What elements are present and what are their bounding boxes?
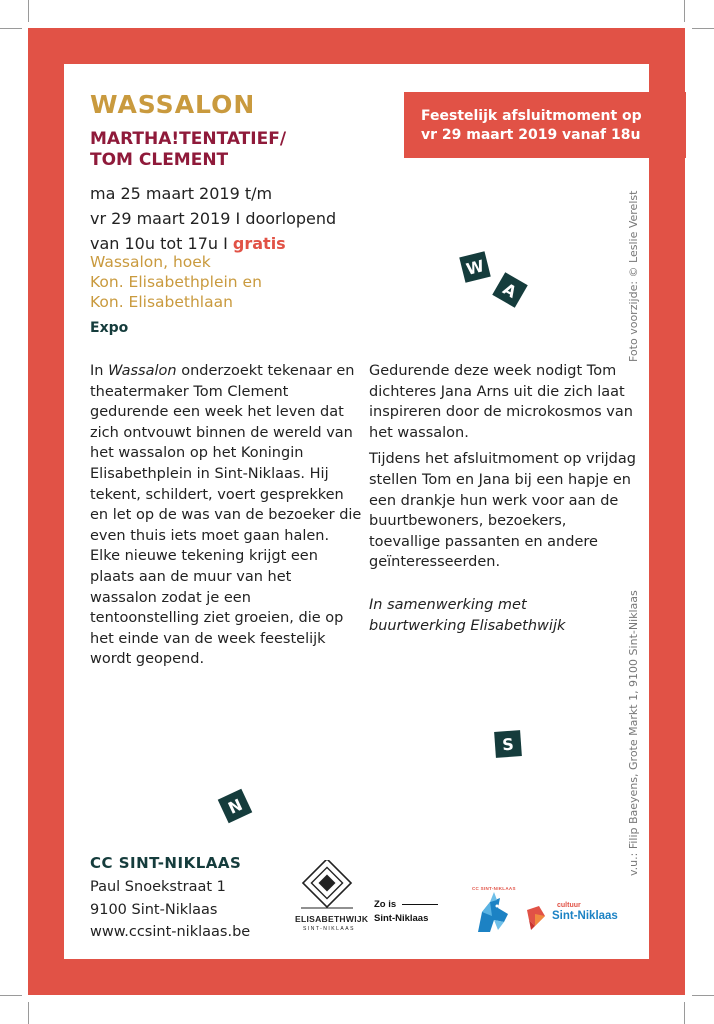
collab-line: buurtwerking Elisabethwijk (369, 617, 566, 634)
banner-line: vr 29 maart 2019 vanaf 18u (421, 127, 641, 143)
zois-line (402, 904, 438, 905)
letter-tile-w: W (459, 251, 491, 283)
location-line: Kon. Elisabethlaan (90, 293, 233, 311)
event-dates (90, 181, 336, 256)
date-line: ma 25 maart 2019 t/m (90, 184, 273, 203)
letter-tile-s: S (494, 730, 522, 758)
location-line: Wassalon, hoek (90, 253, 211, 271)
collaboration-note (369, 595, 641, 636)
cultuur-figure-icon (525, 904, 547, 930)
intro-paragraph (90, 361, 362, 670)
letter-tile-n: N (218, 789, 253, 824)
subtitle-line: MARTHA!TENTATIEF/ (90, 129, 287, 149)
crop-mark (684, 1002, 685, 1024)
price-label: gratis (232, 234, 286, 253)
venue-address (90, 876, 250, 944)
crop-mark (28, 0, 29, 22)
event-subtitle (90, 129, 286, 171)
location-line: Kon. Elisabethplein en (90, 273, 262, 291)
subtitle-line: TOM CLEMENT (90, 150, 229, 170)
photo-credit: Foto voorzijde: © Leslie Verelst (627, 190, 640, 362)
elisabethwijk-diamond-icon (297, 860, 357, 920)
intro-italic: Wassalon (108, 363, 177, 379)
event-title: WASSALON (90, 90, 256, 119)
closing-event-banner (404, 92, 686, 158)
intro-start: In (90, 363, 109, 379)
unicorn-icon (464, 888, 516, 938)
letter-tile-a: A (492, 272, 528, 308)
collab-line: In samenwerking met (369, 596, 527, 613)
cultuur-big: Sint-Niklaas (552, 910, 618, 922)
website-link[interactable]: www.ccsint-niklaas.be (90, 924, 251, 940)
banner-line: Feestelijk afsluitmoment op (421, 108, 642, 124)
body-text-right (369, 361, 641, 636)
elisabethwijk-sub: SINT-NIKLAAS (303, 926, 355, 932)
crop-mark (28, 1002, 29, 1024)
address-street: Paul Snoekstraat 1 (90, 879, 226, 895)
elisabethwijk-name: ELISABETHWIJK (295, 914, 369, 924)
elisabethwijk-logo (295, 860, 369, 940)
body-text-left (90, 361, 362, 670)
crop-mark (692, 995, 714, 996)
cc-arc-text: CC SINT-NIKLAAS (472, 886, 516, 891)
crop-mark (0, 28, 22, 29)
cultuur-small: cultuur (557, 902, 581, 909)
intro-rest: onderzoekt tekenaar en theatermaker Tom Clement gedurende een week het leven dat zich ontvouwt binnen de wereld van het wassalon op het Koningin Elisabethplein in Sint-Niklaas. Hij tekent, schildert, voert gesprekken en let op de was van de bezoeker die even thuis iets moet gaan halen. Elke nieuwe tekening krijgt een plaats aan de muur van het wassalon zodat je een tentoonstelling ziet groeien, die op het einde van de week feestelijk wordt geopend. (90, 363, 362, 668)
paragraph: Gedurende deze week nodigt Tom dichteres Jana Arns uit die zich laat inspireren door de microkosmos van het wassalon. (369, 363, 633, 441)
venue-name: CC SINT-NIKLAAS (90, 854, 242, 872)
cc-sint-niklaas-logo (464, 888, 516, 938)
zois-top (374, 899, 438, 910)
zois-top-text: Zo is (374, 899, 397, 910)
crop-mark (684, 0, 685, 22)
cultuur-logo (525, 902, 630, 932)
publisher-note: v.u.: Filip Baeyens, Grote Markt 1, 9100 Sint-Niklaas (627, 590, 640, 876)
crop-mark (692, 28, 714, 29)
zois-bottom: Sint-Niklaas (374, 913, 429, 924)
time-text: van 10u tot 17u I (90, 234, 233, 253)
address-city: 9100 Sint-Niklaas (90, 901, 218, 918)
crop-mark (0, 995, 22, 996)
zois-logo (374, 899, 444, 933)
date-line: vr 29 maart 2019 I doorlopend (90, 209, 337, 228)
event-location (90, 252, 262, 312)
category-label: Expo (90, 320, 129, 336)
paragraph: Tijdens het afsluitmoment op vrijdag stellen Tom en Jana bij een hapje en een drankje hun werk voor aan de buurtbewoners, bezoekers, toevallige passanten en andere geïnteresseerden. (369, 451, 636, 571)
